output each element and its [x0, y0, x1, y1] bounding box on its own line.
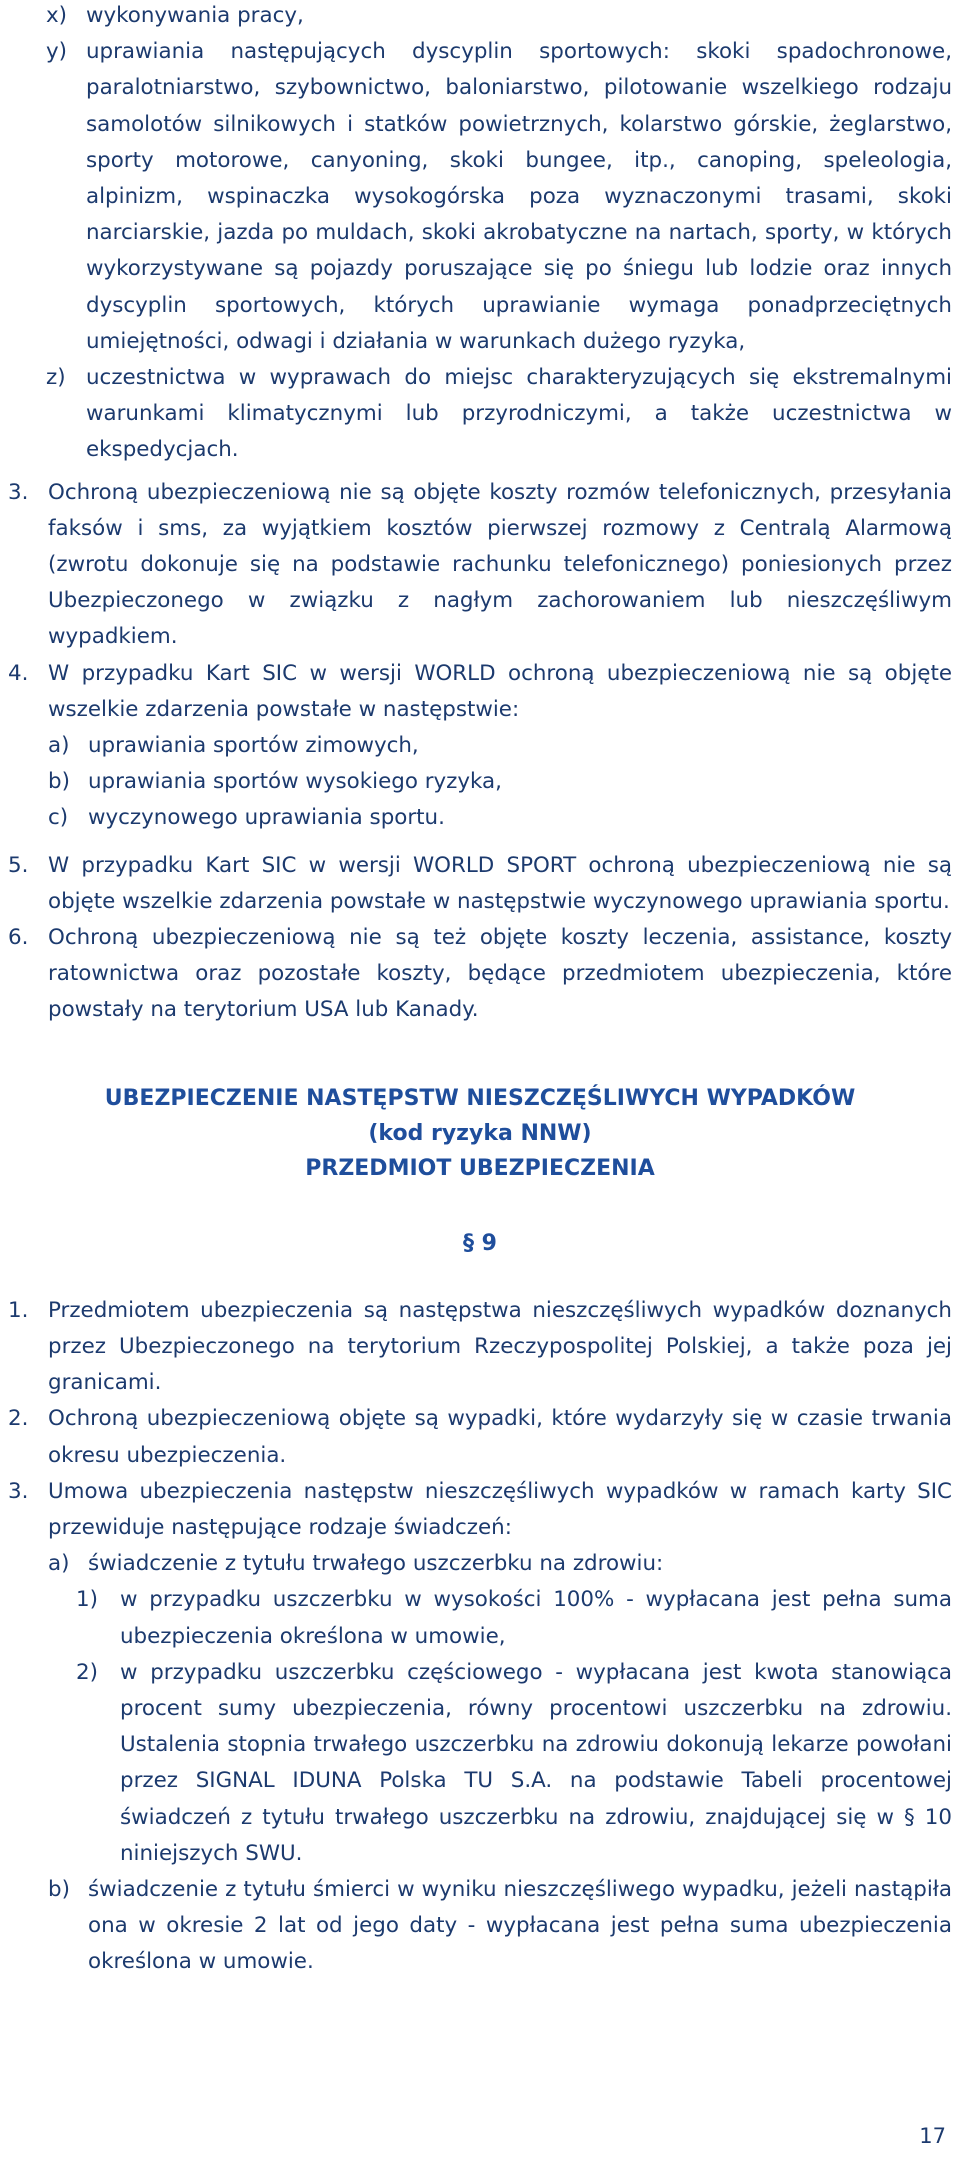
list-item [46, 0, 952, 34]
paragraph-text: Ochroną ubezpieczeniową objęte są wypadki, które wydarzyły się w czasie trwania okresu ubezpieczenia. [48, 1406, 952, 1468]
list-text: uczestnictwa w wyprawach do miejsc charakteryzujących się ekstremalnymi warunkami klimatycznymi lub przyrodniczymi, a także uczestnictwa w ekspedycjach. [86, 365, 952, 463]
list-item [48, 764, 952, 800]
paragraph-4 [8, 656, 952, 837]
list-item [48, 728, 952, 764]
paragraph-number: 2. [8, 1406, 29, 1432]
exclusion-list [46, 0, 952, 469]
list-text: świadczenie z tytułu trwałego uszczerbku na zdrowiu: [88, 1551, 664, 1577]
sub-list-item [76, 1655, 952, 1872]
list-text: wykonywania pracy, [86, 3, 304, 28]
list-marker: a) [48, 1551, 70, 1577]
paragraph-5 [8, 848, 952, 920]
list-text: wyczynowego uprawiania sportu. [88, 805, 445, 831]
list-marker: b) [48, 1876, 70, 1902]
paragraph-text: W przypadku Kart SIC w wersji WORLD SPORT ochroną ubezpieczeniową nie są objęte wszelkie zdarzenia powstałe w następstwie wyczynowego uprawiania sportu. [48, 852, 952, 914]
list-text: uprawiania następujących dyscyplin sportowych: skoki spadochronowe, paralotniarstwo, szybownictwo, baloniarstwo, pilotowanie wszelkiego rodzaju samolotów silnikowych i statków powietrznych, kolarstwo górskie, żeglarstwo, sporty motorowe, canyoning, skoki bungee, itp., canoping, speleologia, alpinizm, wspinaczka wysokogórska poza wyznaczonymi trasami, skoki narciarskie, jazda po muldach, skoki akrobatyczne na nartach, sporty, w których wykorzystywane są pojazdy poruszające się po śniegu lub lodzie oraz innych dyscyplin sportowych, których uprawianie wymaga ponadprzeciętnych umiejętności, odwagi i działania w warunkach dużego ryzyka, [86, 39, 952, 354]
sub-list-marker: 1) [76, 1587, 98, 1613]
paragraph-number: 1. [8, 1297, 29, 1323]
page-number: 17 [919, 2124, 946, 2148]
paragraph-1 [8, 1293, 952, 1402]
list-item [46, 34, 952, 360]
document-page [8, 0, 952, 1981]
paragraph-text: Umowa ubezpieczenia następstw nieszczęśliwych wypadków w ramach karty SIC przewiduje następujące rodzaje świadczeń: [48, 1478, 952, 1540]
heading-line-2: (kod ryzyka NNW) [368, 1120, 592, 1146]
paragraph-text: Ochroną ubezpieczeniową nie są też objęte koszty leczenia, assistance, koszty ratownictwa oraz pozostałe koszty, będące przedmiotem ubezpieczenia, które powstały na terytorium USA lub Kanady. [48, 925, 952, 1023]
paragraph-2 [8, 1401, 952, 1473]
list-text: uprawiania sportów wysokiego ryzyka, [88, 769, 502, 795]
paragraph-text: W przypadku Kart SIC w wersji WORLD ochroną ubezpieczeniową nie są objęte wszelkie zdarzenia powstałe w następstwie: [48, 660, 952, 722]
list-marker: x) [46, 3, 68, 28]
list-marker: y) [46, 39, 68, 65]
sub-list-item [76, 1582, 952, 1654]
list-marker: z) [46, 365, 66, 391]
sub-list-text: w przypadku uszczerbku w wysokości 100% - wypłacana jest pełna suma ubezpieczenia określona w umowie, [120, 1587, 952, 1649]
heading-line-1: UBEZPIECZENIE NASTĘPSTW NIESZCZĘŚLIWYCH WYPADKÓW [104, 1085, 856, 1111]
paragraph-number: 4. [8, 660, 29, 686]
list-item [46, 360, 952, 469]
paragraph-number: 3. [8, 479, 29, 505]
list-item [48, 1872, 952, 1981]
sub-list-marker: 2) [76, 1659, 98, 1685]
list-marker: b) [48, 769, 70, 795]
paragraph-6 [8, 920, 952, 1029]
paragraph-3-benefits [8, 1474, 952, 1981]
heading-line-3: PRZEDMIOT UBEZPIECZENIA [305, 1155, 655, 1181]
list-text: uprawiania sportów zimowych, [88, 733, 419, 759]
paragraph-symbol: § 9 [463, 1230, 497, 1256]
list-item [48, 800, 952, 836]
list-item [48, 1546, 952, 1582]
paragraph-number: 6. [8, 925, 29, 951]
paragraph-number: 5. [8, 852, 29, 878]
paragraph-number: 3. [8, 1478, 29, 1504]
section-heading [8, 1081, 952, 1261]
paragraph-text: Przedmiotem ubezpieczenia są następstwa nieszczęśliwych wypadków doznanych przez Ubezpieczonego na terytorium Rzeczypospolitej Polskiej, a także poza jej granicami. [48, 1297, 952, 1396]
list-marker: c) [48, 805, 69, 831]
paragraph-text: Ochroną ubezpieczeniową nie są objęte koszty rozmów telefonicznych, przesyłania faksów i sms, za wyjątkiem kosztów pierwszej rozmowy z Centralą Alarmową (zwrotu dokonuje się na podstawie rachunku telefonicznego) poniesionych przez Ubezpieczonego w związku z nagłym zachorowaniem lub nieszczęśliwym wypadkiem. [48, 479, 952, 650]
sub-list-text: w przypadku uszczerbku częściowego - wypłacana jest kwota stanowiąca procent sumy ubezpieczenia, równy procentowi uszczerbku na zdrowiu. Ustalenia stopnia trwałego uszczerbku na zdrowiu dokonują lekarze powołani przez SIGNAL IDUNA Polska TU S.A. na podstawie Tabeli procentowej świadczeń z tytułu trwałego uszczerbku na zdrowiu, znajdującej się w § 10 niniejszych SWU. [120, 1659, 952, 1866]
paragraph-3 [8, 475, 952, 656]
list-text: świadczenie z tytułu śmierci w wyniku nieszczęśliwego wypadku, jeżeli nastąpiła ona w okresie 2 lat od jego daty - wypłacana jest pełna suma ubezpieczenia określona w umowie. [88, 1876, 952, 1975]
list-marker: a) [48, 733, 70, 759]
